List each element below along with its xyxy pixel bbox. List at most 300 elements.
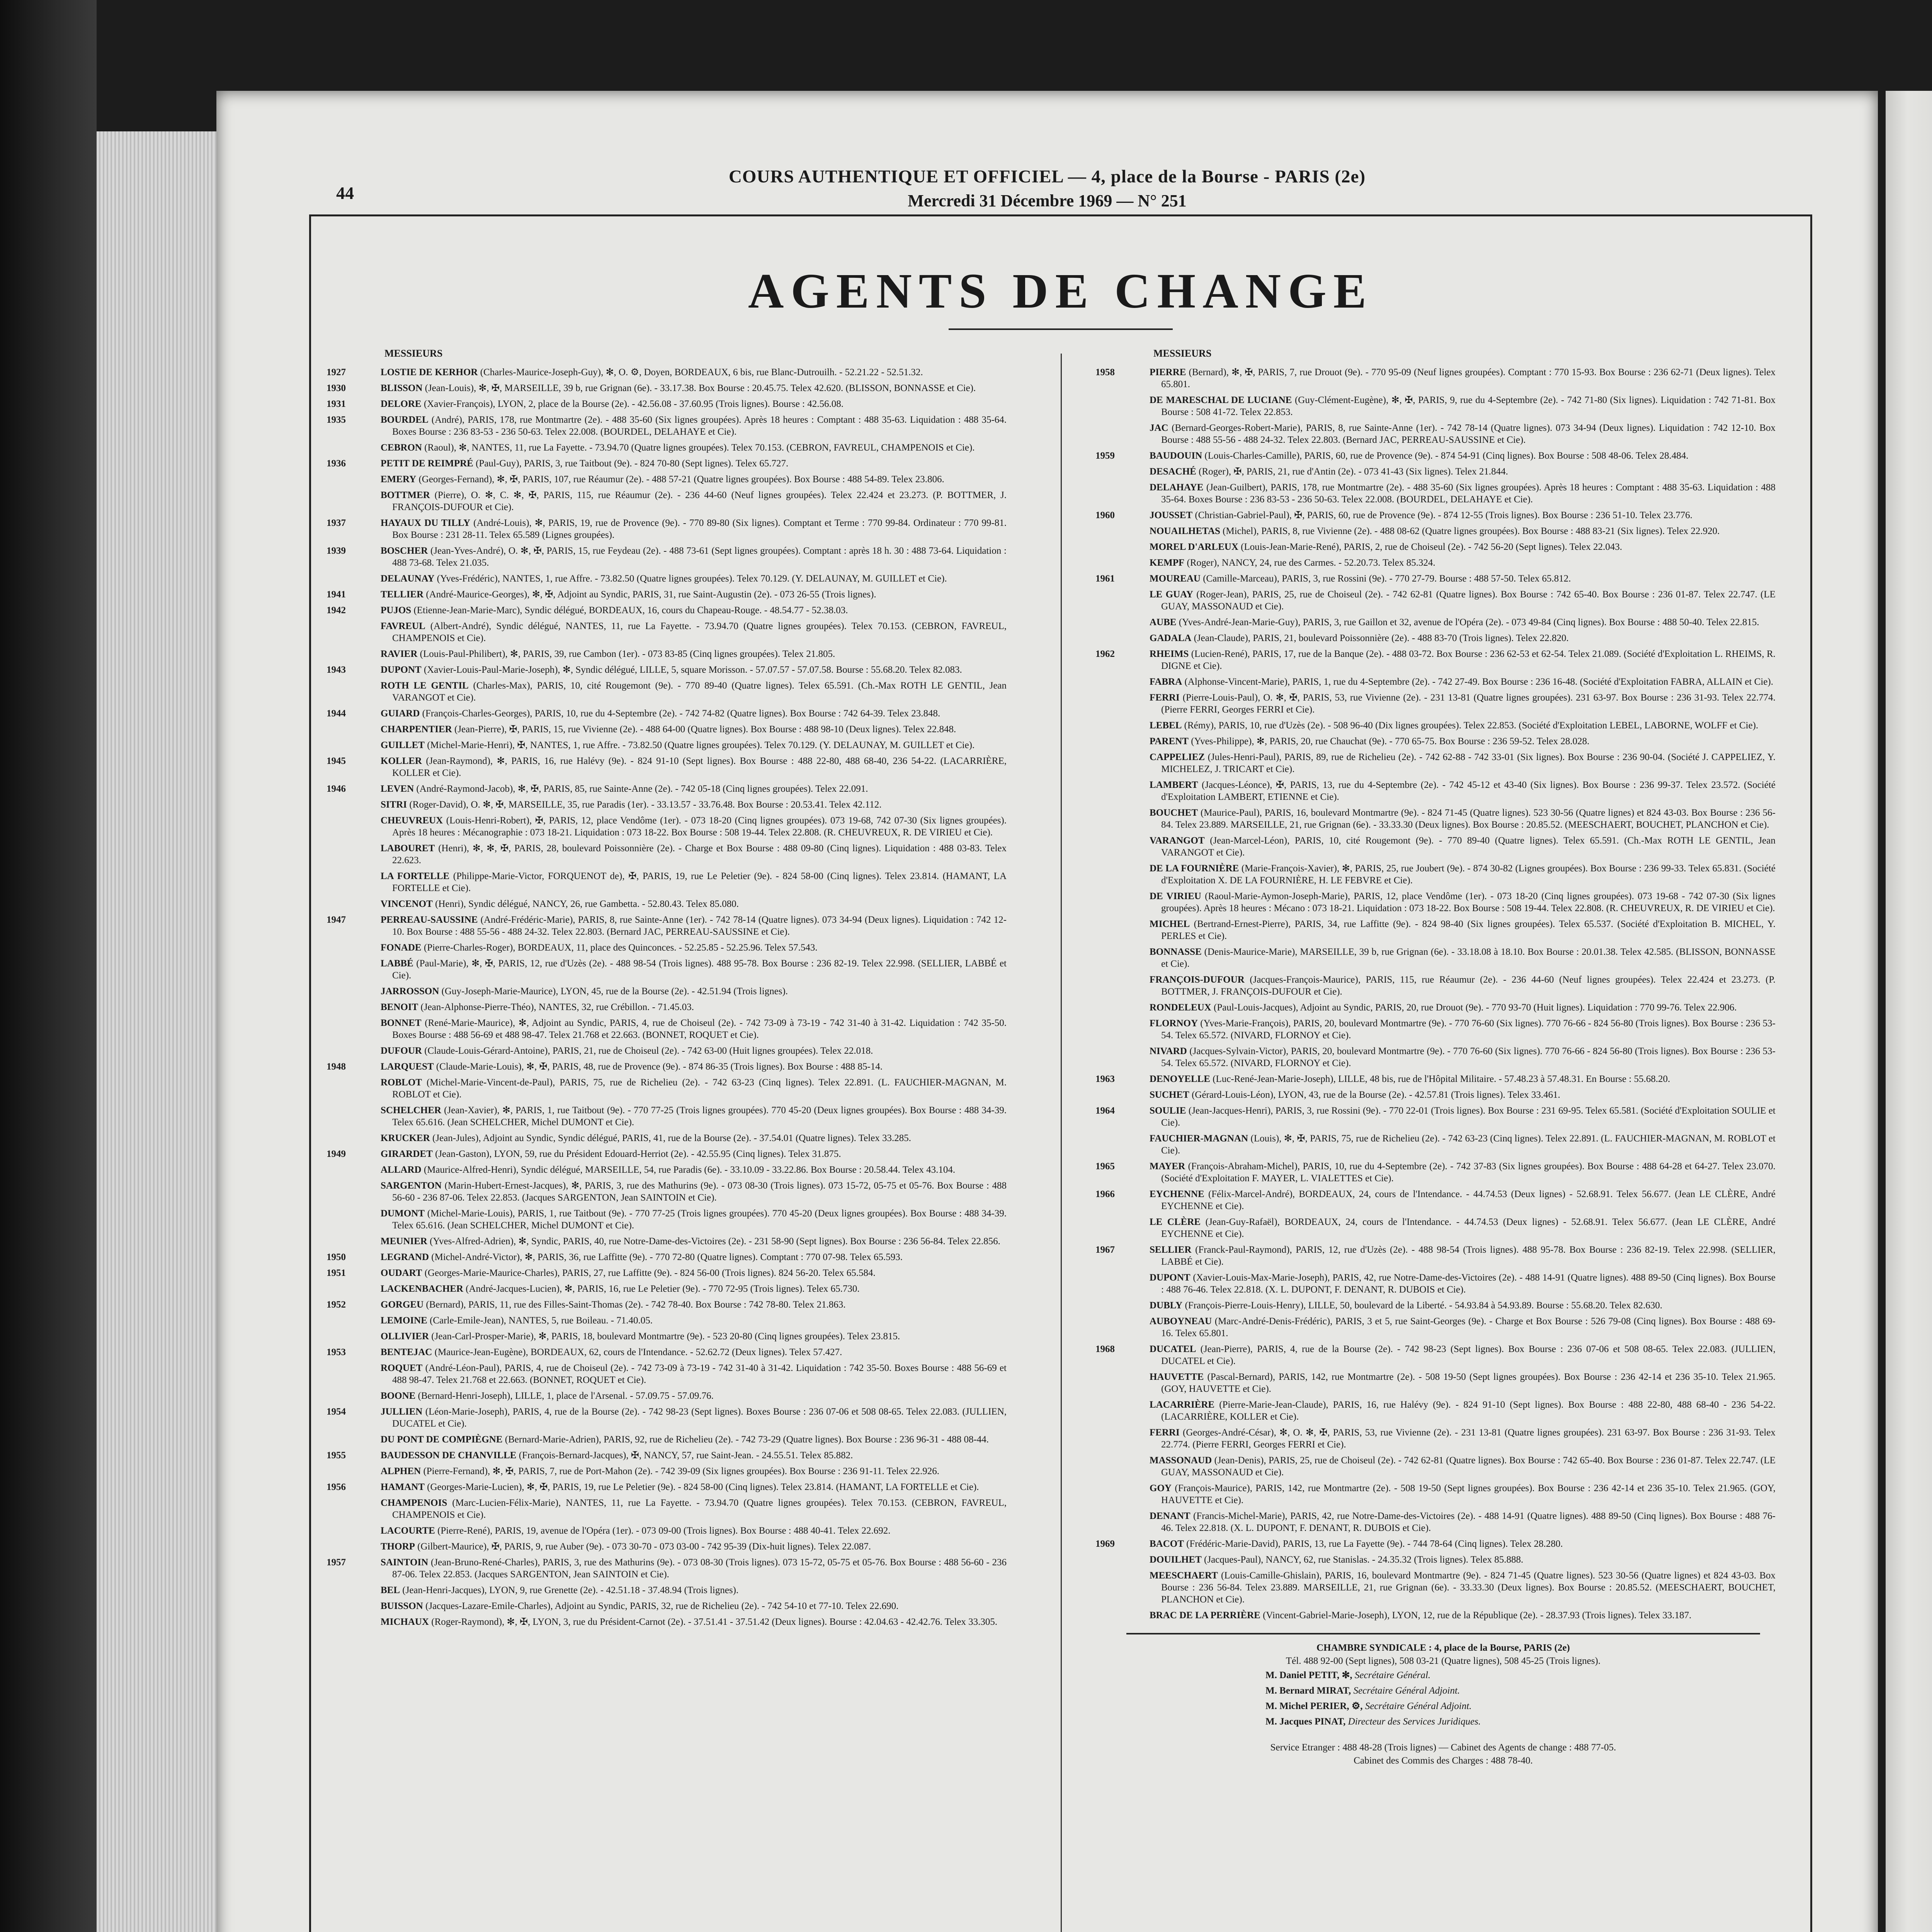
agent-entry <box>327 1164 1007 1176</box>
entry-year: 1950 <box>327 1252 346 1262</box>
agent-details: (Henri), Syndic délégué, NANCY, 26, rue Gambetta. - 52.80.43. Telex 85.080. <box>435 899 739 909</box>
agent-entry <box>327 942 1007 954</box>
agent-entry <box>1095 481 1776 505</box>
agent-details: (Paul-Marie), ✻, ✠, PARIS, 12, rue d'Uzès (2e). - 488 98-54 (Trois lignes). 488 95-78. Box Bourse : 236 82-19. Telex 22.998. (SELLIER, LABBÉ et Cie). <box>392 958 1007 981</box>
entry-year: 1961 <box>1095 573 1115 584</box>
agent-details: (Yves-André-Jean-Marie-Guy), PARIS, 3, rue Gaillon et 32, avenue de l'Opéra (2e). - 073 49-84 (Cinq lignes). Box Bourse : 488 50-40. Telex 22.815. <box>1179 617 1759 628</box>
agent-name: LEGRAND <box>381 1252 429 1262</box>
chambre-tel: Tél. 488 92-00 (Sept lignes), 508 03-21 (Quatre lignes), 508 45-25 (Trois lignes). <box>1286 1656 1601 1666</box>
agent-entry <box>327 1616 1007 1628</box>
agent-name: BONNASSE <box>1150 947 1202 957</box>
agent-entry <box>327 1104 1007 1128</box>
agent-name: LABOURET <box>381 843 435 854</box>
agent-details: (Félix-Marcel-André), BORDEAUX, 24, cours de l'Intendance. - 44.74.53 (Deux lignes) - 52.68.91. Telex 56.677. (Jean LE CLÈRE, André EYCHENNE et Cie). <box>1161 1189 1776 1211</box>
agent-name: BRAC DE LA PERRIÈRE <box>1150 1610 1260 1621</box>
agent-entry <box>327 1180 1007 1204</box>
agent-details: (Bernard-Marie-Adrien), PARIS, 92, rue de Richelieu (2e). - 742 73-29 (Quatre lignes). Box Bourse : 236 96-31 - 488 08-44. <box>505 1434 989 1445</box>
agent-entry <box>327 783 1007 795</box>
entry-year: 1968 <box>1095 1344 1115 1354</box>
agent-entry <box>327 1251 1007 1263</box>
agent-entry <box>327 366 1007 378</box>
entry-year: 1944 <box>327 708 346 719</box>
agent-entry <box>327 985 1007 997</box>
agent-entry <box>1095 573 1776 585</box>
entry-year: 1947 <box>327 915 346 925</box>
agent-name: NIVARD <box>1150 1046 1187 1056</box>
entry-year: 1954 <box>327 1406 346 1417</box>
agent-entry <box>327 604 1007 616</box>
agent-details: (Gilbert-Maurice), ✠, PARIS, 9, rue Auber (9e). - 073 30-70 - 073 03-00 - 742 95-39 (Dix-huit lignes). Telex 22.087. <box>417 1541 871 1552</box>
agent-entry <box>1095 1427 1776 1451</box>
agent-details: (Lucien-René), PARIS, 17, rue de la Banque (2e). - 488 03-72. Box Bourse : 236 62-53 et 62-54. Telex 21.089. (Société d'Exploitation L. RHEIMS, R. DIGNE et Cie). <box>1161 649 1776 671</box>
agent-details: (Michel-Marie-Louis), PARIS, 1, rue Taitbout (9e). - 770 77-25 (Trois lignes groupées). 770 45-20 (Deux lignes groupées). Box Bourse : 488 34-39. Telex 65.616. (Jean SCHELCHER, Michel DUMONT et Cie). <box>392 1208 1007 1231</box>
entry-year: 1959 <box>1095 451 1115 461</box>
agent-name: DELORE <box>381 399 422 409</box>
entry-year: 1957 <box>327 1557 346 1568</box>
agent-name: ALLARD <box>381 1165 422 1175</box>
page-header <box>216 166 1878 211</box>
agent-name: FERRI <box>1150 692 1180 703</box>
agent-name: DU PONT DE COMPIÈGNE <box>381 1434 503 1445</box>
agent-details: (Jacques-François-Maurice), PARIS, 115, rue Réaumur (2e). - 236 44-60 (Neuf lignes groupées). Telex 22.424 et 23.273. (P. BOTTMER, J. FRANÇOIS-DUFOUR et Cie). <box>1161 975 1776 997</box>
agent-name: DUBLY <box>1150 1300 1183 1311</box>
agent-entry <box>327 815 1007 838</box>
agent-details: (René-Marie-Maurice), ✻, Adjoint au Syndic, PARIS, 4, rue de Choiseul (2e). - 742 73-09 à 73-19 - 742 31-40 à 31-42. Liquidation : 742 35-50. Boxes Bourse : 488 56-69 et 488 98-47. Telex 21.768 et 22.663. (BONNET, ROQUET et Cie). <box>392 1018 1007 1040</box>
entry-year: 1927 <box>327 367 346 378</box>
agent-name: CEBRON <box>381 442 422 453</box>
agent-entry <box>327 1330 1007 1342</box>
agent-name: BOONE <box>381 1391 416 1401</box>
agent-name: FRANÇOIS-DUFOUR <box>1150 975 1245 985</box>
agent-entry <box>1095 1216 1776 1240</box>
agent-name: PUJOS <box>381 605 412 616</box>
agent-entry <box>1095 466 1776 478</box>
agent-name: DELAHAYE <box>1150 482 1204 493</box>
agent-name: LEBEL <box>1150 720 1182 731</box>
staff-role: Secrétaire Général Adjoint. <box>1353 1685 1460 1696</box>
entry-year: 1931 <box>327 399 346 409</box>
agent-name: ALPHEN <box>381 1466 421 1476</box>
page <box>216 91 1878 1932</box>
agent-name: GIRARDET <box>381 1149 433 1159</box>
agent-name: HAUVETTE <box>1150 1372 1204 1382</box>
agent-entry <box>327 1077 1007 1100</box>
agent-entry <box>1095 1371 1776 1395</box>
agent-name: FONADE <box>381 942 422 953</box>
agent-details: (Marie-François-Xavier), ✻, PARIS, 25, rue Joubert (9e). - 874 30-82 (Lignes groupées). Box Bourse : 236 99-33. Telex 65.831. (Société d'Exploitation X. DE LA FOURNIÈRE, H. LE FEBVRE et Cie). <box>1161 863 1776 886</box>
agent-entry <box>1095 1570 1776 1605</box>
agent-entry <box>1095 1343 1776 1367</box>
agent-details: (Charles-Max), PARIS, 10, cité Rougemont (9e). - 770 89-40 (Quatre lignes). Telex 65.591. (Ch.-Max ROTH LE GENTIL, Jean VARANGOT et Cie). <box>392 680 1007 703</box>
agent-name: LACKENBACHER <box>381 1284 463 1294</box>
agent-entry <box>1095 1510 1776 1534</box>
agent-details: (André-Jacques-Lucien), ✻, PARIS, 16, rue Le Peletier (9e). - 770 72-95 (Trois lignes). Telex 65.730. <box>466 1284 860 1294</box>
agent-details: (Yves-Frédéric), NANTES, 1, rue Affre. - 73.82.50 (Quatre lignes groupées). Telex 70.129. (Y. DELAUNAY, M. GUILLET et Cie). <box>437 573 947 584</box>
agent-entry <box>327 588 1007 600</box>
agent-entry <box>1095 509 1776 521</box>
agent-name: DUPONT <box>1150 1272 1190 1283</box>
agent-entry <box>1095 366 1776 390</box>
agent-details: (Jean-Henri-Jacques), LYON, 9, rue Grenette (2e). - 42.51.18 - 37.48.94 (Trois lignes). <box>402 1585 739 1595</box>
agent-entry <box>327 573 1007 585</box>
agent-details: (Pascal-Bernard), PARIS, 142, rue Montmartre (2e). - 508 19-50 (Sept lignes groupées). Box Bourse : 236 42-14 et 236 35-10. Telex 21.965. (GOY, HAUVETTE et Cie). <box>1161 1372 1776 1394</box>
agent-details: (Georges-Marie-Lucien), ✻, ✠, PARIS, 19, rue Le Peletier (9e). - 824 58-00 (Cinq lignes). Telex 23.814. (HAMANT, LA FORTELLE et Cie). <box>427 1482 979 1492</box>
agent-details: (Claude-Louis-Gérard-Antoine), PARIS, 21, rue de Choiseul (2e). - 742 63-00 (Huit lignes groupées). Telex 22.018. <box>424 1046 873 1056</box>
agent-entry <box>327 1148 1007 1160</box>
agent-name: DENANT <box>1150 1511 1190 1521</box>
agent-details: (Luc-René-Jean-Marie-Joseph), LILLE, 48 bis, rue de l'Hôpital Militaire. - 57.48.23 à 57.48.31. En Bourse : 55.68.20. <box>1213 1074 1670 1084</box>
agent-entry <box>1095 751 1776 775</box>
agent-details: (Louis-Camille-Ghislain), PARIS, 16, boulevard Montmartre (9e). - 824 71-45 (Quatre lignes). 523 30-56 (Quatre lignes) et 824 43-03. Box Bourse : 236 56-84. Telex 23.889. MARSEILLE, 21, rue Grignan (6e). - 33.33.30 (Deux lignes). Box Bourse : 20.85.52. (MEESCHAERT, BOUCHET, PLANCHON et Cie). <box>1161 1570 1776 1605</box>
agent-name: GUILLET <box>381 740 425 750</box>
agent-name: LE GUAY <box>1150 589 1193 600</box>
entry-year: 1962 <box>1095 649 1115 659</box>
agent-entry <box>327 739 1007 751</box>
agent-entry <box>327 1283 1007 1295</box>
agent-entry <box>327 414 1007 438</box>
agent-details: (André-Louis), ✻, PARIS, 19, rue de Provence (9e). - 770 89-80 (Six lignes). Comptant et Terme : 770 99-84. Ordinateur : 770 99-81. Box Bourse : 231 28-11. Telex 65.589 (Lignes groupées). <box>392 518 1007 540</box>
agent-name: MAYER <box>1150 1161 1185 1172</box>
agent-details: (Bertrand-Ernest-Pierre), PARIS, 34, rue Laffitte (9e). - 824 98-40 (Six lignes groupées). Telex 65.537. (Société d'Exploitation B. MICHEL, Y. PERLES et Cie). <box>1161 919 1776 941</box>
agent-entry <box>1095 1315 1776 1339</box>
column-heading: MESSIEURS <box>1153 348 1212 359</box>
agent-name: BUISSON <box>381 1601 423 1611</box>
agent-entry <box>1095 525 1776 537</box>
agent-name: MICHAUX <box>381 1617 429 1627</box>
agent-entry <box>1095 1609 1776 1621</box>
column-heading: MESSIEURS <box>384 348 443 359</box>
staff-list <box>1265 1668 1760 1730</box>
agent-details: (Xavier-François), LYON, 2, place de la Bourse (2e). - 42.56.08 - 37.60.95 (Trois lignes). Bourse : 42.56.08. <box>423 399 844 409</box>
agent-name: RONDELEUX <box>1150 1002 1211 1013</box>
agent-entry <box>327 664 1007 676</box>
entry-year: 1952 <box>327 1299 346 1310</box>
agent-name: BAUDESSON DE CHANVILLE <box>381 1450 517 1461</box>
agent-name: KEMPF <box>1150 558 1185 568</box>
agent-name: PERREAU-SAUSSINE <box>381 915 478 925</box>
agent-entry <box>327 1600 1007 1612</box>
agent-name: AUBOYNEAU <box>1150 1316 1212 1327</box>
agent-name: MOREL D'ARLEUX <box>1150 542 1238 552</box>
agent-details: (Maurice-Alfred-Henri), Syndic délégué, MARSEILLE, 54, rue Paradis (6e). - 33.10.09 - 33.22.86. Box Bourse : 20.58.44. Telex 43.104. <box>423 1165 956 1175</box>
agent-entry <box>1095 1454 1776 1478</box>
entry-year: 1960 <box>1095 510 1115 520</box>
agent-details: (Pierre-René), PARIS, 19, avenue de l'Opéra (1er). - 073 09-00 (Trois lignes). Box Bourse : 488 40-41. Telex 22.692. <box>437 1526 891 1536</box>
agent-name: CHEUVREUX <box>381 815 443 826</box>
agent-name: LARQUEST <box>381 1061 434 1072</box>
agent-entry <box>1095 1160 1776 1184</box>
agent-entry <box>327 1208 1007 1231</box>
agent-name: KRUCKER <box>381 1133 430 1143</box>
entry-year: 1964 <box>1095 1105 1115 1116</box>
agent-name: DE LA FOURNIÈRE <box>1150 863 1239 874</box>
agent-details: (Charles-Maurice-Joseph-Guy), ✻, O. ⚙, Doyen, BORDEAUX, 6 bis, rue Blanc-Dutrouilh. - 52.21.22 - 52.51.32. <box>480 367 923 378</box>
agent-details: (Pierre-Fernand), ✻, ✠, PARIS, 7, rue de Port-Mahon (2e). - 742 39-09 (Six lignes groupées). Box Bourse : 236 91-11. Telex 22.926. <box>423 1466 939 1476</box>
agent-name: JULLIEN <box>381 1406 423 1417</box>
agent-details: (Louis-Henri-Robert), ✠, PARIS, 12, place Vendôme (1er). - 073 18-20 (Cinq lignes groupées). 073 19-68, 742 07-30 (Six lignes groupées). Après 18 heures : Mécanographie : 073 18-21. Liquidation : 073 18-22. Box Bourse : 508 19-44. Telex 22.808. (R. CHEUVREUX, R. DE VIRIEU et Cie). <box>392 815 1007 838</box>
agent-details: (Pierre-Marie-Jean-Claude), PARIS, 16, rue Halévy (9e). - 824 91-10 (Sept lignes). Box Bourse : 488 22-80, 488 68-40 - 236 54-22. (LACARRIÈRE, KOLLER et Cie). <box>1161 1400 1776 1422</box>
agent-name: DE VIRIEU <box>1150 891 1201 901</box>
agent-details: (Marin-Hubert-Ernest-Jacques), ✻, PARIS, 3, rue des Mathurins (9e). - 073 08-30 (Trois lignes). 073 15-72, 05-75 et 05-76. Box Bourse : 488 56-60 - 236 87-06. Telex 22.853. (Jacques SARGENTON, Jean SAINTOIN et Cie). <box>392 1180 1007 1203</box>
agent-name: MASSONAUD <box>1150 1455 1212 1466</box>
agent-entry <box>327 723 1007 735</box>
agent-name: BLISSON <box>381 383 423 393</box>
agent-entry <box>327 1346 1007 1358</box>
agent-details: (Maurice-Paul), PARIS, 16, boulevard Montmartre (9e). - 824 71-45 (Quatre lignes). 523 30-56 (Quatre lignes) et 824 43-03. Box Bourse : 236 56-84. Telex 23.889. MARSEILLE, 21, rue Grignan (6e). - 33.33.30 (Deux lignes). Box Bourse : 20.85.52. (MEESCHAERT, BOUCHET, PLANCHON et Cie). <box>1161 808 1776 830</box>
agent-name: SCHELCHER <box>381 1105 441 1116</box>
agent-name: BOUCHET <box>1150 808 1198 818</box>
column-divider <box>1061 354 1062 1932</box>
entry-year: 1939 <box>327 546 346 556</box>
entry-year: 1953 <box>327 1347 346 1357</box>
agent-name: BOSCHER <box>381 546 428 556</box>
entry-year: 1941 <box>327 589 346 600</box>
staff-role: Secrétaire Général. <box>1354 1670 1431 1680</box>
agent-name: OLLIVIER <box>381 1331 429 1342</box>
agent-details: (Yves-Marie-François), PARIS, 20, boulevard Montmartre (9e). - 770 76-60 (Six lignes). 770 76-66 - 824 56-80 (Trois lignes). Box Bourse : 236 53-54. Telex 65.572. (NIVARD, FLORNOY et Cie). <box>1161 1018 1776 1041</box>
agent-details: (François-Maurice), PARIS, 142, rue Montmartre (2e). - 508 19-50 (Sept lignes groupées). Box Bourse : 236 42-14 et 236 35-10. Telex 21.965. (GOY, HAUVETTE et Cie). <box>1161 1483 1776 1505</box>
agent-details: (Marc-Lucien-Félix-Marie), NANTES, 11, rue La Fayette. - 73.94.70 (Quatre lignes groupées). Telex 70.153. (CEBRON, FAVREUL, CHAMPENOIS et Cie). <box>392 1498 1007 1520</box>
staff-member <box>1265 1699 1760 1714</box>
agent-name: FERRI <box>1150 1427 1180 1438</box>
agent-entry <box>1095 1244 1776 1268</box>
agent-name: PIERRE <box>1150 367 1186 378</box>
agent-details: (Henri), ✻, ✻, ✠, PARIS, 28, boulevard Poissonnière (2e). - Charge et Box Bourse : 488 09-80 (Cinq lignes). Liquidation : 488 03-83. Telex 22.623. <box>392 843 1007 866</box>
agent-entry <box>327 1584 1007 1596</box>
agent-name: SOULIE <box>1150 1105 1186 1116</box>
agent-name: LACOURTE <box>381 1526 435 1536</box>
agent-name: MEESCHAERT <box>1150 1570 1218 1581</box>
entry-year: 1930 <box>327 383 346 393</box>
agent-name: LA FORTELLE <box>381 871 450 881</box>
agent-entry <box>1095 779 1776 803</box>
agent-entry <box>327 489 1007 513</box>
agent-name: THORP <box>381 1541 415 1552</box>
agent-entry <box>1095 1105 1776 1129</box>
agent-name: DUCATEL <box>1150 1344 1196 1354</box>
services <box>1126 1741 1760 1767</box>
agent-details: (Louis), ✻, ✠, PARIS, 75, rue de Richelieu (2e). - 742 63-23 (Cinq lignes). Telex 22.891. (L. FAUCHIER-MAGNAN, M. ROBLOT et Cie). <box>1161 1133 1776 1156</box>
agent-details: (Georges-Marie-Maurice-Charles), PARIS, 27, rue Laffitte (9e). - 824 56-00 (Trois lignes). 824 56-20. Telex 65.584. <box>424 1268 876 1278</box>
agent-name: PARENT <box>1150 736 1189 747</box>
agent-name: JAC <box>1150 423 1168 433</box>
agent-name: GORGEU <box>381 1299 424 1310</box>
agent-details: (Maurice-Jean-Eugène), BORDEAUX, 62, cours de l'Intendance. - 52.62.72 (Deux lignes). Telex 57.427. <box>434 1347 842 1357</box>
agent-name: SITRI <box>381 799 407 810</box>
agent-entry <box>327 1235 1007 1247</box>
agent-details: (Jean-Claude), PARIS, 21, boulevard Poissonnière (2e). - 488 83-70 (Trois lignes). Telex 22.820. <box>1194 633 1569 643</box>
agent-entry <box>327 1434 1007 1446</box>
agent-entry <box>1095 450 1776 462</box>
agent-details: (Michel-Marie-Henri), ✠, NANTES, 1, rue Affre. - 73.82.50 (Quatre lignes groupées). Telex 70.129. (Y. DELAUNAY, M. GUILLET et Cie). <box>427 740 975 750</box>
agent-entry <box>1095 1073 1776 1085</box>
agent-name: DE MARESCHAL DE LUCIANE <box>1150 395 1292 405</box>
agent-name: LOSTIE DE KERHOR <box>381 367 478 378</box>
agent-name: VINCENOT <box>381 899 433 909</box>
agent-entry <box>1095 946 1776 970</box>
agent-entry <box>1095 1482 1776 1506</box>
agent-details: (Raoul-Marie-Aymon-Joseph-Marie), PARIS, 12, place Vendôme (1er). - 073 18-20 (Cinq lignes groupées). 073 19-68 - 742 07-30 (Six lignes groupées). Après 18 heures : Mécano : 073 18-21. Liquidation : 073 18-22. Box Bourse : 508 19-44. Telex 22.808. (R. CHEUVREUX, R. DE VIRIEU et Cie). <box>1161 891 1776 913</box>
agent-name: VARANGOT <box>1150 835 1205 846</box>
agent-entry <box>327 1497 1007 1521</box>
entry-year: 1945 <box>327 756 346 766</box>
agent-details: (Camille-Marceau), PARIS, 3, rue Rossini (9e). - 770 27-79. Bourse : 488 57-50. Telex 65.812. <box>1203 573 1571 584</box>
agent-name: BACOT <box>1150 1539 1184 1549</box>
agent-entry <box>327 1362 1007 1386</box>
agent-details: (Georges-André-César), ✻, O. ✻, ✠, PARIS, 53, rue Vivienne (2e). - 231 13-81 (Quatre lignes groupées). 231 63-97. Box Bourse : 236 31-93. Telex 22.774. (Pierre FERRI, Georges FERRI et Cie). <box>1161 1427 1776 1450</box>
agent-name: GADALA <box>1150 633 1192 643</box>
header-line-2: Mercredi 31 Décembre 1969 — N° 251 <box>908 191 1187 210</box>
agent-details: (Yves-Philippe), ✻, PARIS, 20, rue Chauchat (9e). - 770 65-75. Box Bourse : 236 59-52. Telex 28.028. <box>1191 736 1590 747</box>
agent-entry <box>1095 394 1776 418</box>
agent-details: (André-Léon-Paul), PARIS, 4, rue de Choiseul (2e). - 742 73-09 à 73-19 - 742 31-40 à 31-42. Liquidation : 742 35-50. Boxes Bourse : 488 56-69 et 488 98-47. Telex 21.768 et 22.663. (BONNET, ROQUET et Cie). <box>392 1363 1007 1385</box>
agent-name: SARGENTON <box>381 1180 442 1191</box>
agent-name: LEMOINE <box>381 1315 427 1326</box>
agent-name: DUFOUR <box>381 1046 422 1056</box>
content-frame <box>309 214 1812 1932</box>
agent-details: (Vincent-Gabriel-Marie-Joseph), LYON, 12, rue de la République (2e). - 28.37.93 (Trois lignes). Telex 33.187. <box>1263 1610 1692 1621</box>
agent-details: (Bernard), PARIS, 11, rue des Filles-Saint-Thomas (2e). - 742 78-40. Box Bourse : 742 78-80. Telex 21.863. <box>426 1299 846 1310</box>
agent-name: BENOIT <box>381 1002 418 1012</box>
agent-entry <box>327 1045 1007 1057</box>
staff-name: M. Michel PERIER, ⚙, <box>1265 1701 1363 1711</box>
agent-entry <box>1095 918 1776 942</box>
title-rule <box>949 328 1173 330</box>
agent-name: HAYAUX DU TILLY <box>381 518 471 528</box>
agent-details: (Michel-André-Victor), ✻, PARIS, 36, rue Laffitte (9e). - 770 72-80 (Quatre lignes). Comptant : 770 07-98. Telex 65.593. <box>431 1252 903 1262</box>
agent-details: (Jean-Raymond), ✻, PARIS, 16, rue Halévy (9e). - 824 91-10 (Sept lignes). Box Bourse : 488 22-80, 488 68-40, 236 54-22. (LACARRIÈRE, KOLLER et Cie). <box>392 756 1007 778</box>
agent-entry <box>1095 835 1776 859</box>
agent-entry <box>327 1299 1007 1311</box>
agent-name: LEVEN <box>381 784 414 794</box>
agent-details: (Georges-Fernand), ✻, ✠, PARIS, 107, rue Réaumur (2e). - 488 57-21 (Quatre lignes groupées). Box Bourse : 488 54-89. Telex 23.806. <box>418 474 944 485</box>
agent-entry <box>327 473 1007 485</box>
agent-details: (André), PARIS, 178, rue Montmartre (2e). - 488 35-60 (Six lignes groupées). Après 18 heures : Comptant : 488 35-63. Liquidation : 488 35-64. Boxes Bourse : 236 83-53 - 236 50-63. Telex 22.008. (BOURDEL, DELAHAYE et Cie). <box>392 415 1007 437</box>
agent-entry <box>327 1481 1007 1493</box>
agent-entry <box>1095 422 1776 446</box>
agent-details: (Jean-Yves-André), O. ✻, ✠, PARIS, 15, rue Feydeau (2e). - 488 73-61 (Sept lignes groupées). Comptant : après 18 h. 30 : 488 73-64. Liquidation : 488 73-68. Telex 21.035. <box>392 546 1007 568</box>
agent-name: RAVIER <box>381 649 418 659</box>
agent-entry <box>1095 862 1776 886</box>
agent-details: (André-Frédéric-Marie), PARIS, 8, rue Sainte-Anne (1er). - 742 78-14 (Quatre lignes). 073 34-94 (Deux lignes). Liquidation : 742 12-10. Box Bourse : 488 55-56 - 488 24-32. Telex 22.803. (Bernard JAC, PERREAU-SAUSSINE et Cie). <box>392 915 1007 937</box>
agent-details: (Paul-Louis-Jacques), Adjoint au Syndic, PARIS, 20, rue Drouot (9e). - 770 93-70 (Huit lignes). Liquidation : 770 99-76. Telex 22.906. <box>1214 1002 1737 1013</box>
agent-name: DUMONT <box>381 1208 425 1219</box>
agent-name: LE CLÈRE <box>1150 1217 1201 1227</box>
entry-year: 1967 <box>1095 1245 1115 1255</box>
agent-details: (Christian-Gabriel-Paul), ✠, PARIS, 60, rue de Provence (9e). - 874 12-55 (Trois lignes). Box Bourse : 236 51-10. Telex 23.776. <box>1195 510 1692 520</box>
agent-name: GUIARD <box>381 708 420 719</box>
agent-details: (Alphonse-Vincent-Marie), PARIS, 1, rue du 4-Septembre (2e). - 742 27-49. Box Bourse : 236 16-48. (Société d'Exploitation FABRA, ALLAIN et Cie). <box>1184 677 1774 687</box>
service-line-1: Service Etranger : 488 48-28 (Trois lignes) — Cabinet des Agents de change : 488 77-05. <box>1270 1742 1616 1753</box>
agent-name: ROBLOT <box>381 1077 422 1088</box>
agent-details: (Claude-Marie-Louis), ✻, ✠, PARIS, 48, rue de Provence (9e). - 874 86-35 (Trois lignes). Box Bourse : 488 85-14. <box>436 1061 883 1072</box>
agent-details: (André-Raymond-Jacob), ✻, ✠, PARIS, 85, rue Sainte-Anne (2e). - 742 05-18 (Cinq lignes groupées). Telex 22.091. <box>416 784 868 794</box>
agent-details: (Jean-Jacques-Henri), PARIS, 3, rue Rossini (9e). - 770 22-01 (Trois lignes). Box Bourse : 231 69-95. Telex 65.581. (Société d'Exploitation SOULIE et Cie). <box>1161 1105 1776 1128</box>
agent-name: DUPONT <box>381 665 422 675</box>
entry-year: 1948 <box>327 1061 346 1072</box>
agent-details: (Jean-Xavier), ✻, PARIS, 1, rue Taitbout (9e). - 770 77-25 (Trois lignes groupées). 770 45-20 (Deux lignes groupées). Box Bourse : 488 34-39. Telex 65.616. (Jean SCHELCHER, Michel DUMONT et Cie). <box>392 1105 1007 1128</box>
agent-entry <box>327 382 1007 394</box>
agent-name: MICHEL <box>1150 919 1190 929</box>
agent-details: (Jacques-Paul), NANCY, 62, rue Stanislas. - 24.35.32 (Trois lignes). Telex 85.888. <box>1204 1554 1524 1565</box>
agent-name: AUBE <box>1150 617 1177 628</box>
agent-entry <box>327 1390 1007 1402</box>
agent-name: CHARPENTIER <box>381 724 452 735</box>
agent-entry <box>1095 1299 1776 1311</box>
staff-member <box>1265 1668 1760 1683</box>
entry-year: 1958 <box>1095 367 1115 378</box>
agent-entry <box>327 1449 1007 1461</box>
agent-name: CAPPELIEZ <box>1150 752 1205 762</box>
agent-details: (Jean-Denis), PARIS, 25, rue de Choiseul (2e). - 742 62-81 (Quatre lignes). Box Bourse : 742 65-40. Box Bourse : 236 01-87. Telex 22.747. (LE GUAY, MASSONAUD et Cie). <box>1161 1455 1776 1478</box>
agent-details: (Guy-Clément-Eugène), ✻, ✠, PARIS, 9, rue du 4-Septembre (2e). - 742 71-80 (Six lignes). Liquidation : 742 71-81. Box Bourse : 508 41-72. Telex 22.853. <box>1161 395 1776 417</box>
agent-name: BEL <box>381 1585 400 1595</box>
agent-name: GOY <box>1150 1483 1172 1493</box>
entry-year: 1937 <box>327 518 346 528</box>
agent-details: (André-Maurice-Georges), ✻, ✠, Adjoint au Syndic, PARIS, 31, rue Saint-Augustin (2e). - 073 26-55 (Trois lignes). <box>426 589 876 600</box>
agent-name: SELLIER <box>1150 1245 1192 1255</box>
entry-year: 1936 <box>327 458 346 469</box>
agent-entry <box>1095 1002 1776 1014</box>
service-line-2: Cabinet des Commis des Charges : 488 78-40. <box>1354 1755 1533 1766</box>
agent-entry <box>327 1556 1007 1580</box>
entry-year: 1965 <box>1095 1161 1115 1172</box>
agent-details: (Jean-Bruno-René-Charles), PARIS, 3, rue des Mathurins (9e). - 073 08-30 (Trois lignes). 073 15-72, 05-75 et 05-76. Box Bourse : 488 56-60 - 236 87-06. Telex 22.853. (Jacques SARGENTON, Jean SAINTOIN et Cie). <box>392 1557 1007 1580</box>
agent-details: (François-Bernard-Jacques), ✠, NANCY, 57, rue Saint-Jean. - 24.55.51. Telex 85.882. <box>519 1450 853 1461</box>
agent-name: BOURDEL <box>381 415 429 425</box>
agent-entry <box>1095 1272 1776 1296</box>
entry-year: 1943 <box>327 665 346 675</box>
entry-year: 1955 <box>327 1450 346 1461</box>
agent-entry <box>327 1541 1007 1553</box>
agent-details: (Roger), ✠, PARIS, 21, rue d'Antin (2e). - 073 41-43 (Six lignes). Telex 21.844. <box>1199 466 1508 477</box>
staff-name: M. Bernard MIRAT, <box>1265 1685 1351 1696</box>
agent-name: LABBÉ <box>381 958 413 969</box>
agent-entry <box>1095 616 1776 628</box>
agent-entry <box>327 957 1007 981</box>
agent-entry <box>1095 890 1776 914</box>
agent-entry <box>327 1001 1007 1013</box>
agent-details: (Etienne-Jean-Marie-Marc), Syndic délégué, BORDEAUX, 16, cours du Chapeau-Rouge. - 48.54.77 - 52.38.03. <box>413 605 848 616</box>
agent-name: LAMBERT <box>1150 780 1198 790</box>
agent-entry <box>327 898 1007 910</box>
agent-entry <box>1095 632 1776 644</box>
agent-entry <box>327 545 1007 569</box>
agent-name: PETIT DE REIMPRÉ <box>381 458 473 469</box>
agent-entry <box>1095 676 1776 688</box>
entry-year: 1969 <box>1095 1539 1115 1549</box>
agent-entry <box>1095 557 1776 569</box>
entry-year: 1956 <box>327 1482 346 1492</box>
agent-details: (Jacques-Sylvain-Victor), PARIS, 20, boulevard Montmartre (9e). - 770 76-60 (Six lignes). 770 76-66 - 824 56-80 (Trois lignes). Box Bourse : 236 53-54. Telex 65.572. (NIVARD, FLORNOY et Cie). <box>1161 1046 1776 1068</box>
agent-details: (Jean-Jules), Adjoint au Syndic, Syndic délégué, PARIS, 41, rue de la Bourse (2e). - 37.54.01 (Quatre lignes). Telex 33.285. <box>432 1133 912 1143</box>
page-edges <box>97 131 228 1932</box>
agent-details: (Louis-Jean-Marie-René), PARIS, 2, rue de Choiseul (2e). - 742 56-20 (Sept lignes). Telex 22.043. <box>1241 542 1622 552</box>
agent-name: FABRA <box>1150 677 1182 687</box>
agent-name: JOUSSET <box>1150 510 1193 520</box>
agent-entry <box>1095 1554 1776 1566</box>
agent-entry <box>1095 1188 1776 1212</box>
agent-entry <box>1095 1045 1776 1069</box>
staff-role: Directeur des Services Juridiques. <box>1348 1716 1481 1727</box>
agent-details: (Michel), PARIS, 8, rue Vivienne (2e). - 488 08-62 (Quatre lignes groupées). Box Bourse : 488 83-21 (Six lignes). Telex 22.920. <box>1223 526 1720 536</box>
agent-entry <box>1095 1538 1776 1550</box>
agent-details: (Jean-Carl-Prosper-Marie), ✻, PARIS, 18, boulevard Montmartre (9e). - 523 20-80 (Cinq lignes groupées). Telex 23.815. <box>431 1331 900 1342</box>
agent-details: (Pierre-Louis-Paul), O. ✻, ✠, PARIS, 53, rue Vivienne (2e). - 231 13-81 (Quatre lignes groupées). 231 63-97. Box Bourse : 236 31-93. Telex 22.774. (Pierre FERRI, Georges FERRI et Cie). <box>1161 692 1776 715</box>
agent-name: MEUNIER <box>381 1236 427 1247</box>
agent-name: CHAMPENOIS <box>381 1498 447 1508</box>
agent-entry <box>1095 1133 1776 1156</box>
